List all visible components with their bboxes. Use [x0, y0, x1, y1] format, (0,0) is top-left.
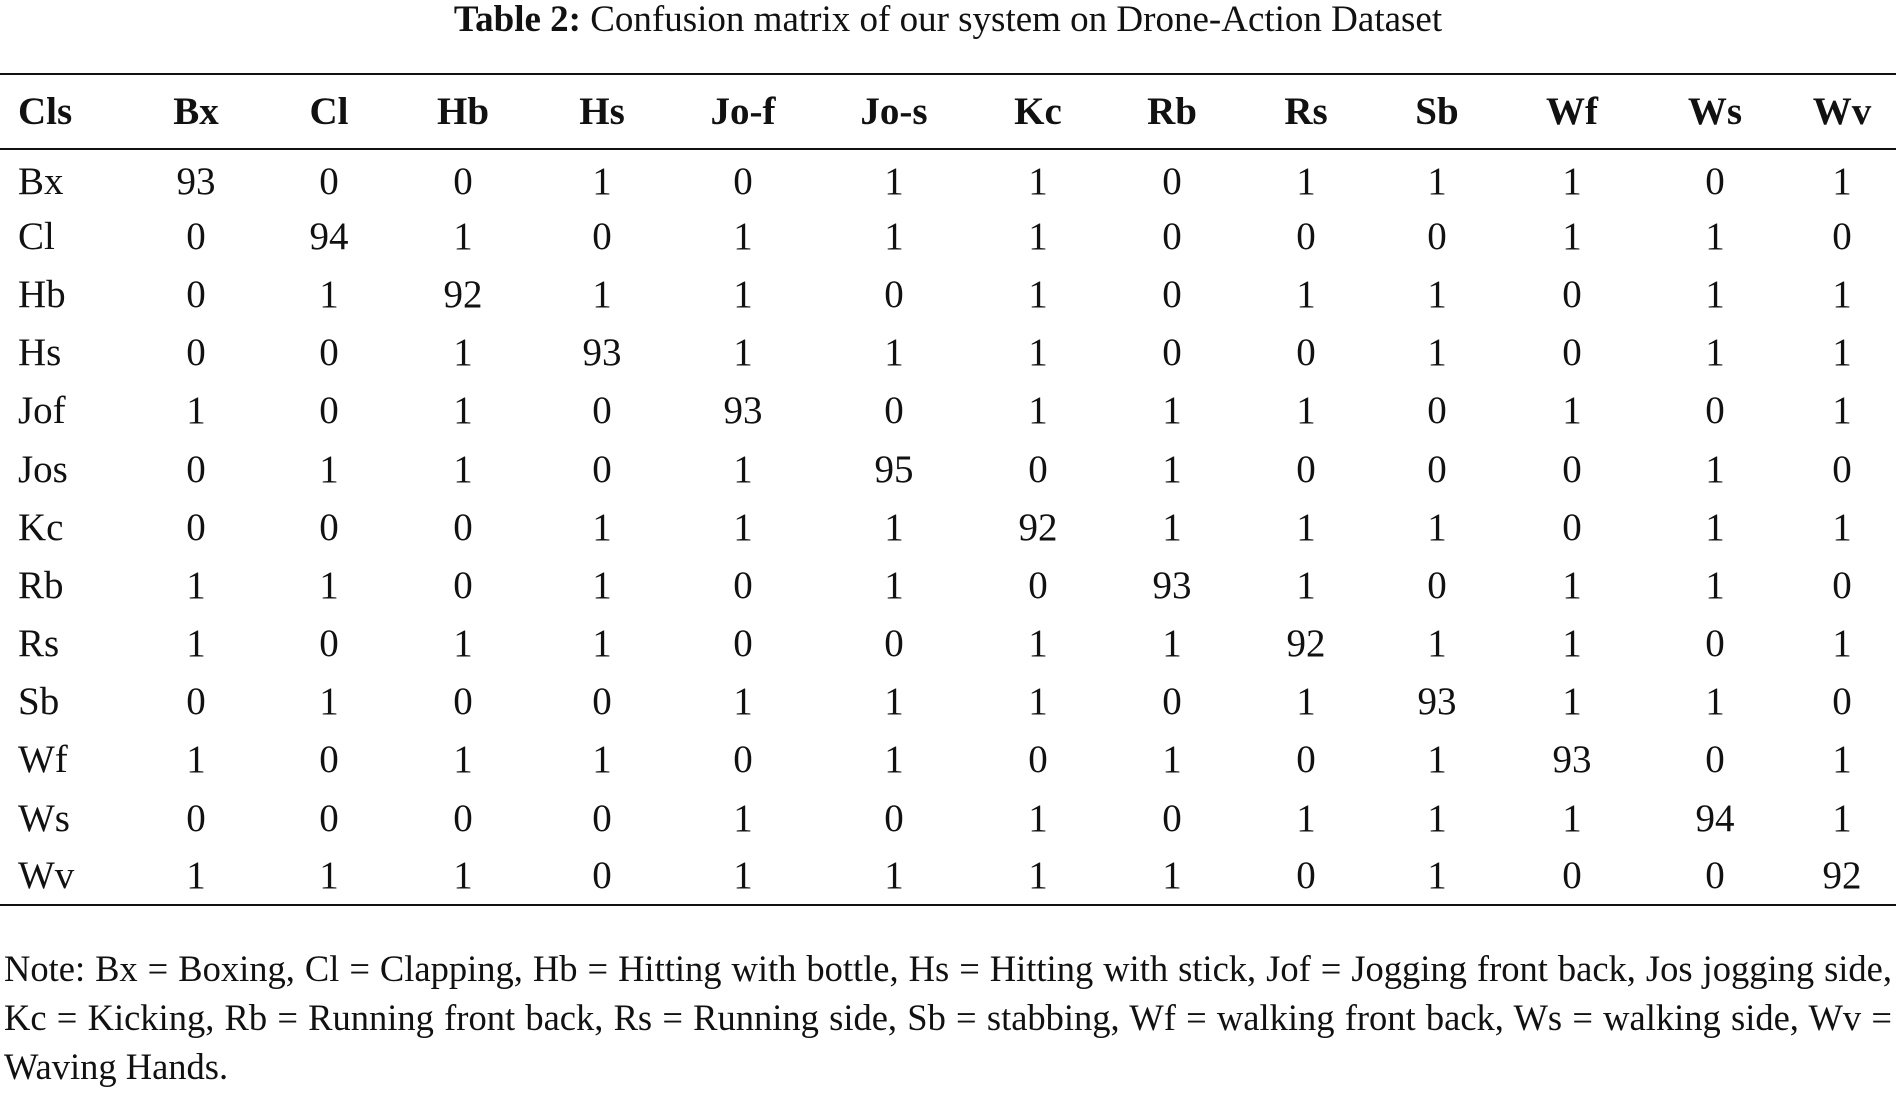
table-cell: 1: [1832, 738, 1852, 782]
table-note: Note: Bx = Boxing, Cl = Clapping, Hb = Hitting with bottle, Hs = Hitting with stick, Jof = Jogging front back, Jos jogging side, Kc = Kicking, Rb = Running front back, Rs = Running side, Sb = stabbing, Wf = walking front back, Ws = walking side, Wv = Waving Hands.: [4, 948, 1892, 1087]
table-cell: 1: [1705, 563, 1725, 607]
table-cell: 1: [1296, 680, 1316, 724]
table-cell: 0: [884, 622, 904, 666]
table-cell: 0: [1832, 680, 1852, 724]
table-cell: 0: [186, 272, 206, 316]
table-cell: 1: [392, 847, 534, 905]
row-header-cell: Jof: [18, 389, 66, 433]
table-cell: 93: [1417, 680, 1457, 724]
row-header-cell: Hb: [18, 272, 66, 316]
table-cell: 1: [266, 847, 392, 905]
row-header-cell: Cl: [18, 214, 55, 258]
table-cell: 0: [592, 447, 612, 491]
table-cell: 0: [1162, 272, 1182, 316]
table-cell: 0: [453, 505, 473, 549]
table-cell: 1: [1832, 796, 1852, 840]
table-cell: 0: [453, 796, 473, 840]
table-cell: 0: [1240, 847, 1372, 905]
table-cell: 0: [1427, 389, 1447, 433]
table-cell: 1: [1427, 796, 1447, 840]
table-cell: 0: [1296, 738, 1316, 782]
table-cell: 1: [1832, 505, 1852, 549]
table-cell: 1: [186, 563, 206, 607]
table-cell: 1: [1562, 214, 1582, 258]
table-body: [0, 149, 1896, 905]
table-row: [0, 847, 1896, 905]
table-cell: 0: [1296, 214, 1316, 258]
table-cell: 0: [1562, 447, 1582, 491]
table-row: [0, 789, 1896, 847]
table-cell: 1: [884, 331, 904, 375]
table-cell: 93: [1552, 738, 1592, 782]
table-cell: 0: [1028, 563, 1048, 607]
table-cell: 1: [1705, 447, 1725, 491]
table-cell: 1: [1562, 389, 1582, 433]
table-cell: 1: [1028, 680, 1048, 724]
table-cell: 1: [1296, 272, 1316, 316]
column-header: Wv: [1788, 74, 1896, 149]
column-header: Cl: [266, 74, 392, 149]
table-cell: 1: [884, 505, 904, 549]
table-cell: 1: [1562, 563, 1582, 607]
row-header-cell: Bx: [18, 160, 64, 204]
table-cell: 1: [1832, 160, 1852, 204]
table-cell: 1: [1162, 447, 1182, 491]
table-cell: 1: [592, 622, 612, 666]
table-cell: 0: [1162, 160, 1182, 204]
column-header: Kc: [972, 74, 1104, 149]
table-cell: 1: [592, 505, 612, 549]
table-cell: 1: [884, 680, 904, 724]
table-cell: 1: [453, 738, 473, 782]
table-cell: 1: [1705, 505, 1725, 549]
table-cell: 1: [884, 160, 904, 204]
table-cell: 0: [884, 796, 904, 840]
table-caption-text: Confusion matrix of our system on Drone-Action Dataset: [590, 0, 1443, 40]
table-cell: 1: [1562, 680, 1582, 724]
table-cell: 92: [1788, 847, 1896, 905]
table-cell: 0: [1162, 680, 1182, 724]
table-cell: 1: [186, 622, 206, 666]
table-cell: 1: [592, 563, 612, 607]
table-cell: 1: [1296, 796, 1316, 840]
table-cell: 1: [1162, 738, 1182, 782]
table-cell: 0: [884, 272, 904, 316]
table-cell: 1: [1427, 272, 1447, 316]
table-cell: 1: [972, 847, 1104, 905]
table-cell: 1: [884, 738, 904, 782]
table-cell: 1: [1705, 272, 1725, 316]
column-header: Bx: [126, 74, 266, 149]
table-cell: 1: [1832, 622, 1852, 666]
table-cell: 94: [1695, 796, 1735, 840]
table-cell: 0: [733, 563, 753, 607]
row-header-cell: Wv: [0, 847, 126, 905]
row-header-cell: Rb: [18, 563, 64, 607]
table-cell: 0: [1562, 505, 1582, 549]
table-cell: 1: [1427, 331, 1447, 375]
table-cell: 0: [319, 738, 339, 782]
table-cell: 94: [309, 214, 349, 258]
table-cell: 0: [1642, 847, 1788, 905]
column-header: Sb: [1372, 74, 1502, 149]
table-cell: 0: [733, 622, 753, 666]
table-cell: 0: [1427, 214, 1447, 258]
table-cell: 1: [1705, 680, 1725, 724]
table-cell: 0: [1028, 738, 1048, 782]
column-header: Hs: [534, 74, 670, 149]
table-cell: 1: [733, 272, 753, 316]
table-cell: 0: [1705, 622, 1725, 666]
table-cell: 0: [733, 738, 753, 782]
table-cell: 0: [884, 389, 904, 433]
row-header-cell: Sb: [18, 680, 60, 724]
table-cell: 0: [186, 796, 206, 840]
table-cell: 1: [592, 272, 612, 316]
table-cell: 1: [126, 847, 266, 905]
table-cell: 0: [592, 796, 612, 840]
column-header: Jo-s: [816, 74, 972, 149]
table-cell: 0: [1562, 272, 1582, 316]
table-caption-label: Table 2:: [453, 0, 581, 40]
table-row: [0, 498, 1896, 556]
table-cell: 1: [186, 389, 206, 433]
table-row: [0, 207, 1896, 265]
table-header: [0, 74, 1896, 149]
table-cell: 1: [453, 331, 473, 375]
table-cell: 0: [1296, 331, 1316, 375]
table-row: [0, 731, 1896, 789]
table-cell: 92: [443, 272, 483, 316]
column-header: Ws: [1642, 74, 1788, 149]
row-header-cell: Wf: [18, 738, 68, 782]
table-cell: 0: [1296, 447, 1316, 491]
table-cell: 0: [592, 389, 612, 433]
row-header-cell: Rs: [18, 622, 60, 666]
table-cell: 1: [884, 563, 904, 607]
table-cell: 1: [453, 622, 473, 666]
table-cell: 1: [1104, 847, 1240, 905]
table-cell: 0: [319, 796, 339, 840]
table-cell: 0: [1562, 331, 1582, 375]
table-row: [0, 556, 1896, 614]
table-cell: 93: [176, 160, 216, 204]
table-cell: 0: [1705, 389, 1725, 433]
table-cell: 1: [186, 738, 206, 782]
table-cell: 1: [1427, 160, 1447, 204]
table-cell: 1: [1028, 214, 1048, 258]
table-cell: 1: [1028, 796, 1048, 840]
table-cell: 0: [592, 214, 612, 258]
table-cell: 1: [453, 214, 473, 258]
table-cell: 1: [733, 214, 753, 258]
table-cell: 1: [1562, 160, 1582, 204]
table-cell: 0: [319, 622, 339, 666]
table-cell: 0: [1162, 214, 1182, 258]
table-cell: 1: [1427, 505, 1447, 549]
table-cell: 0: [592, 680, 612, 724]
table-row: [0, 265, 1896, 323]
table-cell: 1: [1832, 272, 1852, 316]
table-cell: 0: [453, 680, 473, 724]
table-cell: 0: [186, 331, 206, 375]
table-cell: 1: [1832, 389, 1852, 433]
table-cell: 0: [733, 160, 753, 204]
table-row: [0, 324, 1896, 382]
table-cell: 95: [874, 447, 914, 491]
column-header: Rb: [1104, 74, 1240, 149]
column-header: Rs: [1240, 74, 1372, 149]
table-cell: 93: [1152, 563, 1192, 607]
table-row: [0, 149, 1896, 207]
table-cell: 0: [1502, 847, 1642, 905]
table-cell: 0: [1832, 447, 1852, 491]
table-cell: 1: [1296, 160, 1316, 204]
table-cell: 0: [1832, 214, 1852, 258]
table-cell: 1: [453, 389, 473, 433]
table-cell: 1: [1562, 796, 1582, 840]
table-cell: 0: [319, 160, 339, 204]
table-cell: 1: [1028, 160, 1048, 204]
table-cell: 1: [733, 796, 753, 840]
table-cell: 1: [1296, 563, 1316, 607]
table-cell: 0: [319, 389, 339, 433]
row-header-cell: Ws: [18, 796, 70, 840]
table-cell: 1: [592, 738, 612, 782]
table-cell: 1: [733, 447, 753, 491]
column-header: Jo-f: [670, 74, 816, 149]
table-cell: 1: [319, 563, 339, 607]
table-cell: 0: [186, 214, 206, 258]
table-cell: 1: [592, 160, 612, 204]
table-cell: 1: [733, 505, 753, 549]
table-cell: 0: [1028, 447, 1048, 491]
table-cell: 0: [453, 563, 473, 607]
table-cell: 1: [733, 331, 753, 375]
table-cell: 1: [1427, 622, 1447, 666]
table-cell: 1: [1832, 331, 1852, 375]
table-row: [0, 382, 1896, 440]
table-cell: 1: [1162, 389, 1182, 433]
table-cell: 1: [1162, 622, 1182, 666]
table-cell: 1: [1705, 214, 1725, 258]
table-cell: 0: [319, 505, 339, 549]
table-cell: 0: [186, 505, 206, 549]
table-cell: 1: [884, 214, 904, 258]
table-cell: 0: [534, 847, 670, 905]
table-cell: 0: [453, 160, 473, 204]
header-row: [0, 74, 1896, 149]
row-header-cell: Hs: [18, 331, 62, 375]
table-cell: 1: [1705, 331, 1725, 375]
table-cell: 1: [1562, 622, 1582, 666]
confusion-matrix-table: [0, 73, 1896, 906]
table-cell: 1: [319, 447, 339, 491]
table-cell: 0: [1832, 563, 1852, 607]
table-cell: 1: [1028, 331, 1048, 375]
row-header-cell: Kc: [18, 505, 64, 549]
table-cell: 1: [1028, 272, 1048, 316]
table-cell: 1: [670, 847, 816, 905]
table-cell: 0: [319, 331, 339, 375]
row-header-cell: Jos: [18, 447, 68, 491]
table-cell: 92: [1286, 622, 1326, 666]
table-cell: 0: [1162, 796, 1182, 840]
table-cell: 0: [1427, 447, 1447, 491]
table-row: [0, 615, 1896, 673]
column-header: Wf: [1502, 74, 1642, 149]
table-caption: [0, 0, 1896, 40]
table-row: [0, 673, 1896, 731]
table-cell: 0: [1705, 738, 1725, 782]
table-cell: 93: [582, 331, 622, 375]
table-cell: 1: [1162, 505, 1182, 549]
table-cell: 92: [1018, 505, 1058, 549]
table-cell: 1: [1372, 847, 1502, 905]
table-cell: 1: [1028, 622, 1048, 666]
table-cell: 1: [319, 680, 339, 724]
table-cell: 1: [453, 447, 473, 491]
table-cell: 1: [1296, 505, 1316, 549]
table-cell: 93: [723, 389, 763, 433]
table-cell: 1: [1028, 389, 1048, 433]
table-cell: 0: [1427, 563, 1447, 607]
table-cell: 0: [1705, 160, 1725, 204]
table-row: [0, 440, 1896, 498]
column-header: Hb: [392, 74, 534, 149]
table-cell: 1: [816, 847, 972, 905]
table-cell: 0: [1162, 331, 1182, 375]
column-header: Cls: [0, 74, 126, 149]
table-cell: 0: [186, 447, 206, 491]
table-cell: 0: [186, 680, 206, 724]
table-cell: 1: [1296, 389, 1316, 433]
table-cell: 1: [733, 680, 753, 724]
table-cell: 1: [1427, 738, 1447, 782]
table-cell: 1: [319, 272, 339, 316]
